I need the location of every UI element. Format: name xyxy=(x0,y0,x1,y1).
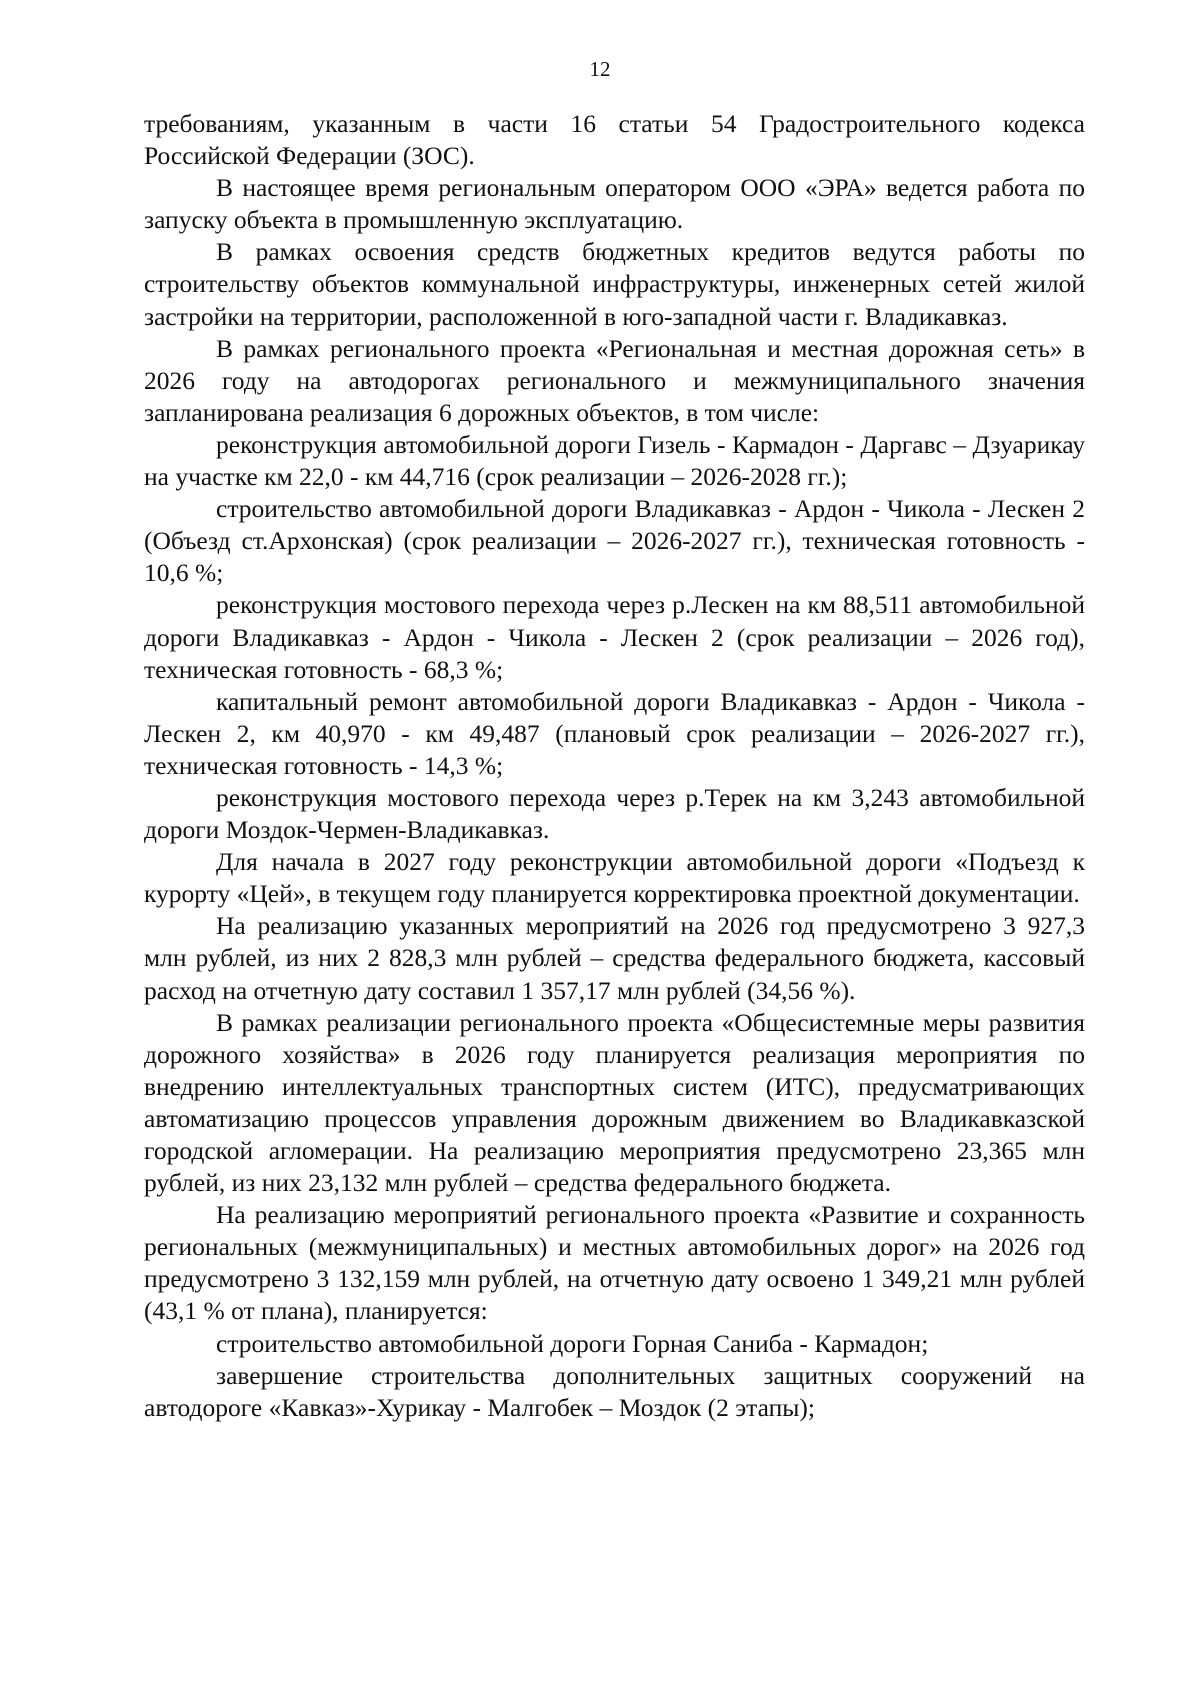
paragraph: требованиям, указанным в части 16 статьи 54 Градостроительного кодекса Российской Федерации (ЗОС). xyxy=(144,109,1085,171)
paragraph: На реализацию указанных мероприятий на 2026 год предусмотрено 3 927,3 млн рублей, из них 2 828,3 млн рублей – средства федерального бюджета, кассовый расход на отчетную дату составил 1 357,17 млн рублей (34,56 %). xyxy=(144,911,1085,1005)
list-item: реконструкция мостового перехода через р.Терек на км 3,243 автомобильной дороги Моздок-Чермен-Владикавказ. xyxy=(144,782,1085,845)
paragraph: В рамках освоения средств бюджетных кредитов ведутся работы по строительству объектов коммунальной инфраструктуры, инженерных сетей жилой застройки на территории, расположенной в юго-западной части г. Владикавказ. xyxy=(144,237,1085,331)
document-body xyxy=(144,108,1085,1424)
list-item: строительство автомобильной дороги Владикавказ - Ардон - Чикола - Лескен 2 (Объезд ст.Архонская) (срок реализации – 2026-2027 гг.), техническая готовность - 10,6 %; xyxy=(144,494,1085,588)
page-number: 12 xyxy=(589,57,611,81)
list-item: завершение строительства дополнительных защитных сооружений на автодороге «Кавказ»-Хурикау - Малгобек – Моздок (2 этапы); xyxy=(144,1360,1085,1422)
paragraph: В рамках реализации регионального проекта «Общесистемные меры развития дорожного хозяйства» в 2026 году планируется реализация мероприятия по внедрению интеллектуальных транспортных систем (ИТС), предусматривающих автоматизацию процессов управления дорожным движением во Владикавказской городской агломерации. На реализацию мероприятия предусмотрено 23,365 млн рублей, из них 23,132 млн рублей – средства федерального бюджета. xyxy=(144,1007,1085,1198)
paragraph: В настоящее время региональным оператором ООО «ЭРА» ведется работа по запуску объекта в промышленную эксплуатацию. xyxy=(144,173,1085,235)
list-item: строительство автомобильной дороги Горная Саниба - Кармадон; xyxy=(216,1328,929,1358)
list-item: реконструкция мостового перехода через р.Лескен на км 88,511 автомобильной дороги Владикавказ - Ардон - Чикола - Лескен 2 (срок реализации – 2026 год), техническая готовность - 68,3 %; xyxy=(144,590,1085,684)
paragraph: Для начала в 2027 году реконструкции автомобильной дороги «Подъезд к курорту «Цей», в текущем году планируется корректировка проектной документации. xyxy=(144,847,1085,909)
list-item: реконструкция автомобильной дороги Гизель - Кармадон - Даргавс – Дзуарикау на участке км 22,0 - км 44,716 (срок реализации – 2026-2028 гг.); xyxy=(144,429,1085,492)
paragraph: На реализацию мероприятий регионального проекта «Развитие и сохранность региональных (межмуниципальных) и местных автомобильных дорог» на 2026 год предусмотрено 3 132,159 млн рублей, на отчетную дату освоено 1 349,21 млн рублей (43,1 % от плана), планируется: xyxy=(144,1200,1085,1326)
list-item: капитальный ремонт автомобильной дороги Владикавказ - Ардон - Чикола - Лескен 2, км 40,970 - км 49,487 (плановый срок реализации – 2026-2027 гг.), техническая готовность - 14,3 %; xyxy=(144,686,1085,780)
paragraph: В рамках регионального проекта «Региональная и местная дорожная сеть» в 2026 году на автодорогах регионального и межмуниципального значения запланирована реализация 6 дорожных объектов, в том числе: xyxy=(144,333,1085,427)
